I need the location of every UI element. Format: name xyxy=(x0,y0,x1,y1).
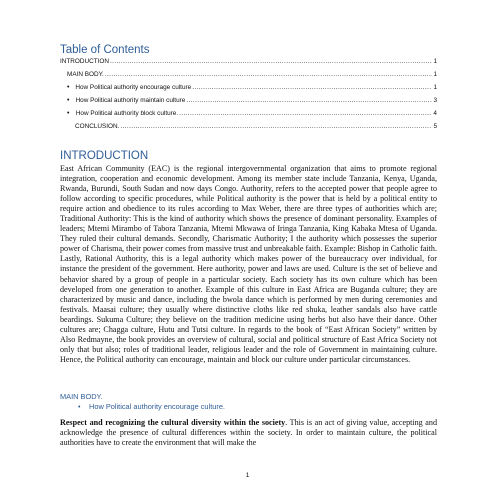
toc-entry-page: 4 xyxy=(433,110,437,117)
toc-leader-dots xyxy=(186,97,432,104)
toc-entry-main-body[interactable] xyxy=(67,71,437,83)
subheading-text: How Political authority encourage culture. xyxy=(89,402,225,411)
toc-title: Table of Contents xyxy=(60,44,150,56)
toc-leader-dots xyxy=(105,71,433,78)
bullet-icon: • xyxy=(67,97,70,104)
page-number: 1 xyxy=(245,472,250,479)
paragraph-bold-lead: Respect and recognizing the cultural diversity within the society xyxy=(60,418,286,427)
bullet-icon: • xyxy=(67,84,70,91)
toc-entry-label: CONCLUSION. xyxy=(75,123,120,130)
toc-entry-label: How Political authority encourage culture xyxy=(75,84,192,91)
toc-entry-page: 3 xyxy=(433,97,437,104)
toc-leader-dots xyxy=(192,84,432,91)
toc-entry-page: 1 xyxy=(433,71,437,78)
toc-leader-dots xyxy=(120,123,432,130)
bullet-icon: • xyxy=(78,404,81,411)
toc-leader-dots xyxy=(110,58,432,65)
toc-entry-label: MAIN BODY. xyxy=(67,71,104,78)
toc-leader-dots xyxy=(179,110,432,117)
toc-entry-maintain-culture[interactable] xyxy=(67,97,437,109)
encourage-culture-subheading xyxy=(78,402,225,411)
toc-entry-label: How Political authority block culture. xyxy=(75,110,179,117)
toc-entry-page: 1 xyxy=(433,58,437,65)
introduction-paragraph: East African Community (EAC) is the regional intergovernmental organization that aims to promote regional integration, cooperation and economic development. Among its member state include Tanzania, Kenya, Uganda, Rwanda, Burundi, South Sudan and now days Congo. Authority, refers to the accepted power that people agree to follow according to specific procedures, while Political authority is the power that is held by a political entity to require action and obedience to its rules according to Max Weber, there are three types of authorities which are; Traditional Authority: This is the kind of authority which shows the presence of dominant personality. Examples of leaders; Mtemi Mirambo of Tabora Tanzania, Mtemi Mkwawa of Iringa Tanzania, King Kabaka Mtesa of Uganda. They ruled their cultural demands. Secondly, Charismatic Authority; I the authority which possesses the superior power of Charisma, their power comes from massive trust and unbreakable faith. Example: Bishop in Catholic faith. Lastly, Rational Authority, this is a legal authority which makes power of the bureaucracy over individual, for instance the president of the government. Here authority, power and laws are used. Culture is the set of believe and behavior shared by a group of people in a particular society. Each society has its own culture which has been developed from one generation to another. Example of this culture in East Africa are Buganda culture; they are characterized by music and dance, including the bwola dance which is performed by men during ceremonies and festivals. Maasai culture; they usually where distinctive cloths like red shuka, leather sandals also have cattle beardings. Sukuma Culture; they believe on the tradition medicine using herbs but also have their dance. Other cultures are; Chagga culture, Hutu and Tutsi culture. In regards to the book of “East African Society” written by Also Redmayne, the book provides an overview of cultural, social and political structure of East Africa Society not only that but also; roles of traditional leader, religious leader and the role of Government in maintaining culture. Hence, the Political authority can encourage, maintain and block our culture under particular circumstances. xyxy=(60,164,437,364)
toc-entry-encourage-culture[interactable] xyxy=(67,84,437,96)
introduction-heading: INTRODUCTION xyxy=(60,150,149,162)
toc-entry-page: 5 xyxy=(433,123,437,130)
bullet-icon: • xyxy=(67,110,70,117)
toc-entry-label: How Political authority maintain culture xyxy=(75,97,186,104)
toc-entry-introduction[interactable] xyxy=(60,58,437,70)
main-body-paragraph xyxy=(60,418,437,448)
paragraph-rest: . This is an act of giving value, accepting and acknowledge the presence of cultural differences within the society. In order to maintain culture, the political authorities have to create the environment that will make the xyxy=(60,418,437,448)
main-body-heading: MAIN BODY. xyxy=(60,392,103,401)
toc-entry-conclusion[interactable] xyxy=(75,123,437,135)
toc-entry-block-culture[interactable] xyxy=(67,110,437,122)
toc-entry-page: 1 xyxy=(433,84,438,91)
toc-entry-label: INTRODUCTION xyxy=(60,58,109,65)
